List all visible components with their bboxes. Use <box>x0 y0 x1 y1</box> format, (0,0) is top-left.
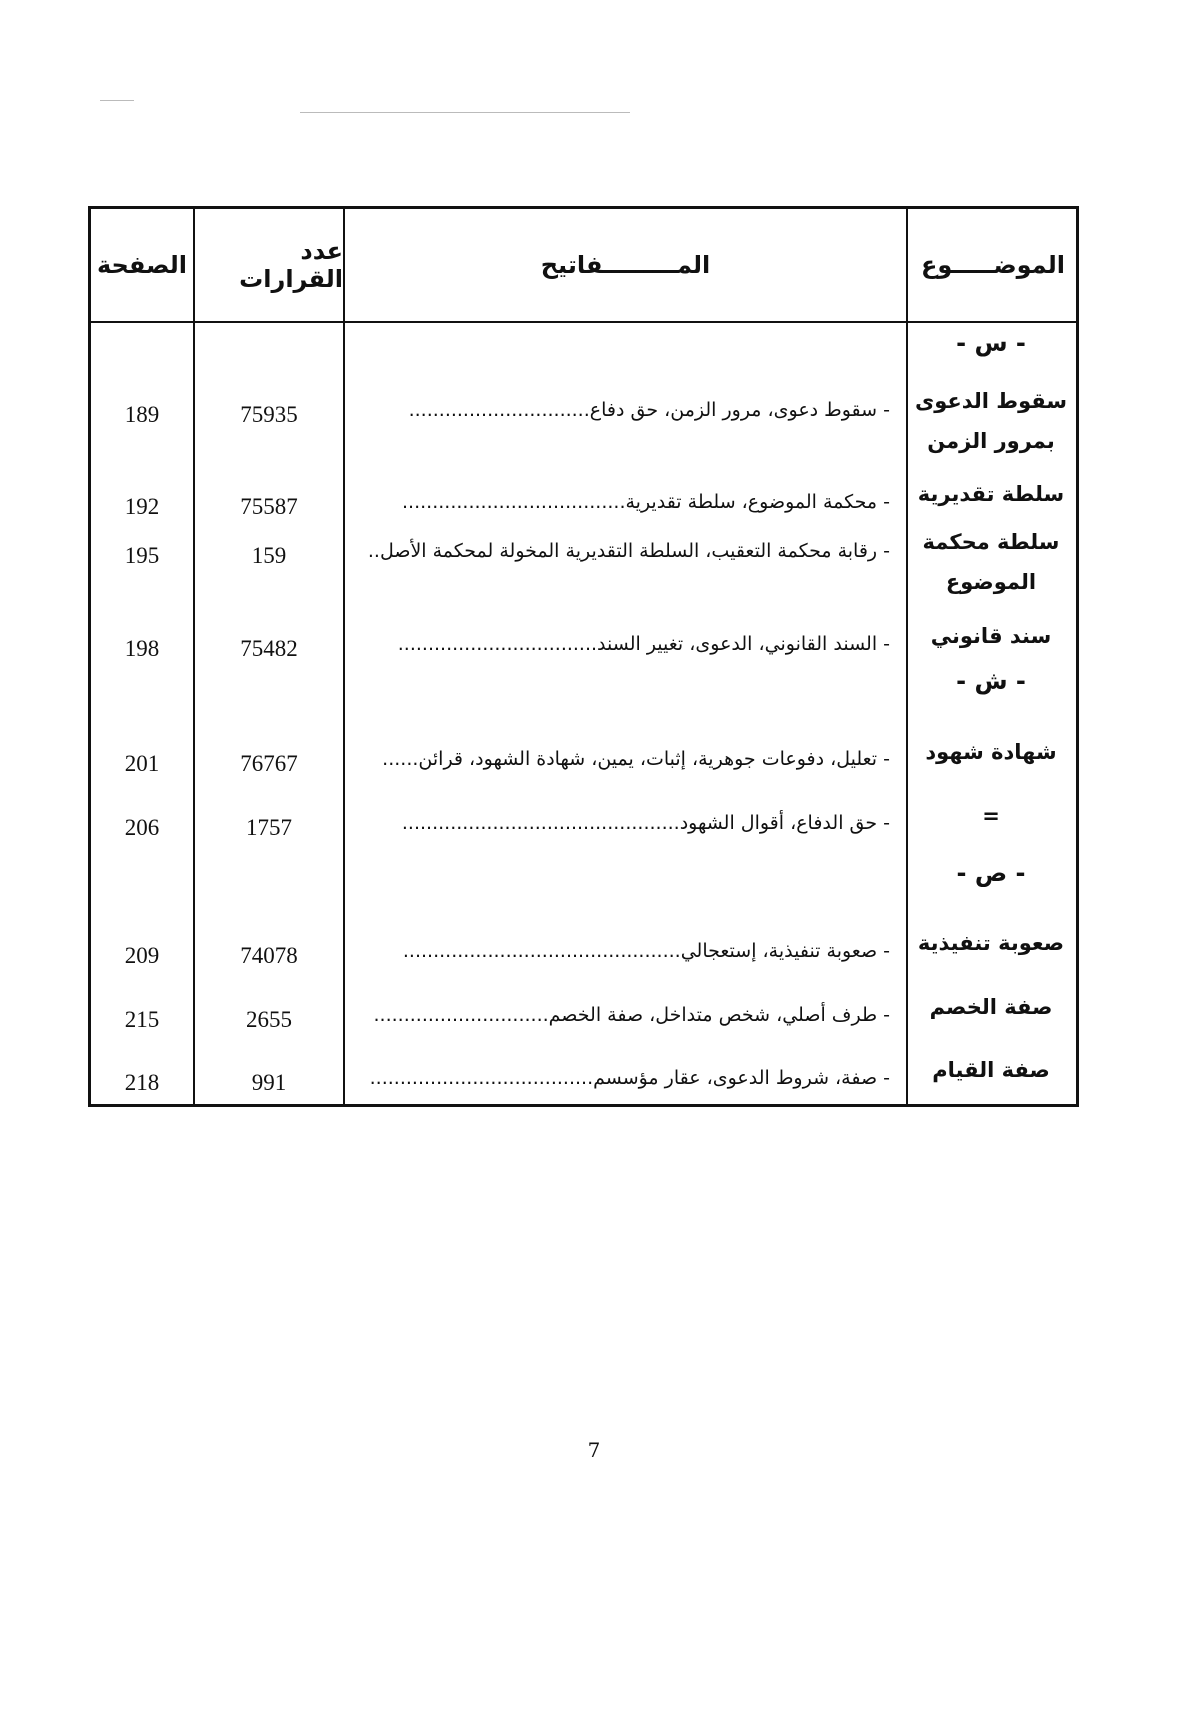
row-topic: شهادة شهود <box>925 740 1057 764</box>
row-keywords: - سقوط دعوى، مرور الزمن، حق دفاع.............................. <box>408 399 890 421</box>
row-page: 215 <box>124 1007 160 1032</box>
row-keywords: - صعوبة تنفيذية، إستعجالي.............................................. <box>402 940 890 962</box>
row-keywords: - رقابة محكمة التعقيب، السلطة التقديرية المخولة لمحكمة الأصل.. <box>367 540 890 562</box>
row-page: 201 <box>124 751 160 776</box>
section-letter-sad: - ص - <box>956 859 1026 887</box>
row-keywords: - تعليل، دفوعات جوهرية، إثبات، يمين، شهادة الشهود، قرائن...... <box>382 748 890 770</box>
row-keywords: - حق الدفاع، أقوال الشهود.............................................. <box>401 812 890 834</box>
header-keywords: المـــــــــفاتيح <box>540 251 711 279</box>
row-topic: صفة القيام <box>932 1058 1050 1082</box>
row-keywords: - محكمة الموضوع، سلطة تقديرية..................................... <box>402 491 890 513</box>
header-decision-number: عدد القرارات <box>239 237 343 293</box>
row-page: 189 <box>124 402 160 427</box>
row-decision-number: 991 <box>251 1070 287 1095</box>
row-page: 198 <box>124 636 160 661</box>
section-letter-shin: - ش - <box>956 667 1026 695</box>
scan-speck <box>300 112 630 113</box>
row-topic: صفة الخصم <box>929 995 1053 1019</box>
section-letter-sin: - س - <box>956 329 1026 357</box>
row-topic: سلطة تقديرية <box>917 482 1065 506</box>
column-divider <box>343 209 345 1104</box>
index-table <box>88 206 1079 1107</box>
header-topic: الموضـــــوع <box>920 251 1066 279</box>
row-keywords: - السند القانوني، الدعوى، تغيير السند................................. <box>397 633 890 655</box>
row-decision-number: 75587 <box>240 494 298 519</box>
row-keywords: - صفة، شروط الدعوى، عقار مؤسسم..................................... <box>369 1067 890 1089</box>
header-page: الصفحة <box>97 251 188 279</box>
page-number: 7 <box>587 1438 601 1462</box>
row-topic: صعوبة تنفيذية <box>917 931 1065 955</box>
row-decision-number: 75935 <box>240 402 298 427</box>
row-decision-number: 1757 <box>246 815 292 840</box>
row-decision-number: 74078 <box>240 943 298 968</box>
row-page: 209 <box>124 943 160 968</box>
row-page: 192 <box>124 494 160 519</box>
row-decision-number: 159 <box>251 543 287 568</box>
row-page: 206 <box>124 815 160 840</box>
row-decision-number: 75482 <box>240 636 298 661</box>
row-topic: سلطة محكمة الموضوع <box>922 530 1060 594</box>
row-keywords: - طرف أصلي، شخص متداخل، صفة الخصم............................. <box>373 1004 890 1026</box>
row-page: 218 <box>124 1070 160 1095</box>
row-topic: سند قانوني <box>930 624 1052 648</box>
row-page: 195 <box>124 543 160 568</box>
row-topic: سقوط الدعوى بمرور الزمن <box>914 389 1068 453</box>
row-decision-number: 2655 <box>246 1007 292 1032</box>
scan-speck <box>100 100 134 101</box>
row-decision-number: 76767 <box>240 751 298 776</box>
header-divider <box>91 321 1076 323</box>
row-topic: = <box>982 804 1000 828</box>
